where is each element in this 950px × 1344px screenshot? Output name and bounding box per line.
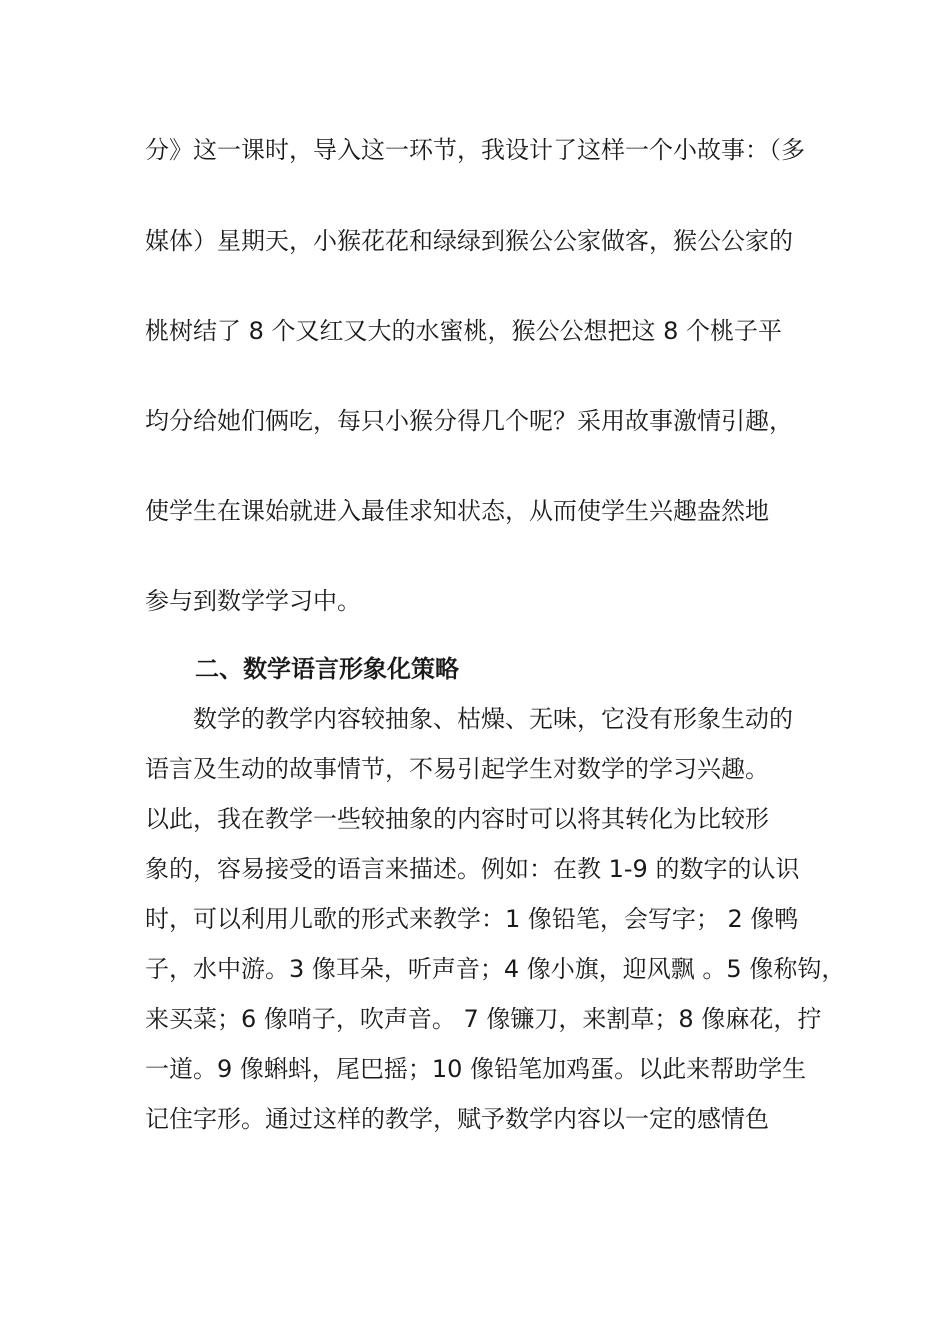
- paragraph-line: 桃树结了 8 个又红又大的水蜜桃，猴公公想把这 8 个桃子平: [145, 317, 783, 345]
- paragraph-line: 数学的教学内容较抽象、枯燥、无味，它没有形象生动的: [145, 705, 793, 733]
- paragraph-line: 记住字形。通过这样的教学，赋予数学内容以一定的感情色: [145, 1105, 769, 1133]
- paragraph-line: 一道。9 像蝌蚪，尾巴摇；10 像铅笔加鸡蛋。以此来帮助学生: [145, 1055, 807, 1083]
- paragraph-line: 子，水中游。3 像耳朵，听声音；4 像小旗，迎风飘 。5 像称钩，: [145, 955, 846, 983]
- paragraph-line: 以此，我在教学一些较抽象的内容时可以将其转化为比较形: [145, 805, 769, 833]
- paragraph-line: 媒体）星期天，小猴花花和绿绿到猴公公家做客，猴公公家的: [145, 227, 793, 255]
- paragraph-line: 参与到数学学习中。: [145, 587, 361, 615]
- paragraph-line: 均分给她们俩吃，每只小猴分得几个呢？采用故事激情引趣，: [145, 407, 793, 435]
- paragraph-line: 语言及生动的故事情节，不易引起学生对数学的学习兴趣。: [145, 755, 769, 783]
- paragraph-line: 来买菜；6 像哨子，吹声音。 7 像镰刀，来割草；8 像麻花，拧: [145, 1005, 822, 1033]
- paragraph-line: 时，可以利用儿歌的形式来教学：1 像铅笔，会写字； 2 像鸭: [145, 905, 799, 933]
- paragraph-line: 使学生在课始就进入最佳求知状态，从而使学生兴趣盎然地: [145, 497, 769, 525]
- section-heading: 二、数学语言形象化策略: [195, 655, 459, 683]
- paragraph-line: 分》这一课时，导入这一环节，我设计了这样一个小故事：（多: [145, 136, 805, 164]
- paragraph-line: 象的，容易接受的语言来描述。例如：在教 1-9 的数字的认识: [145, 855, 800, 883]
